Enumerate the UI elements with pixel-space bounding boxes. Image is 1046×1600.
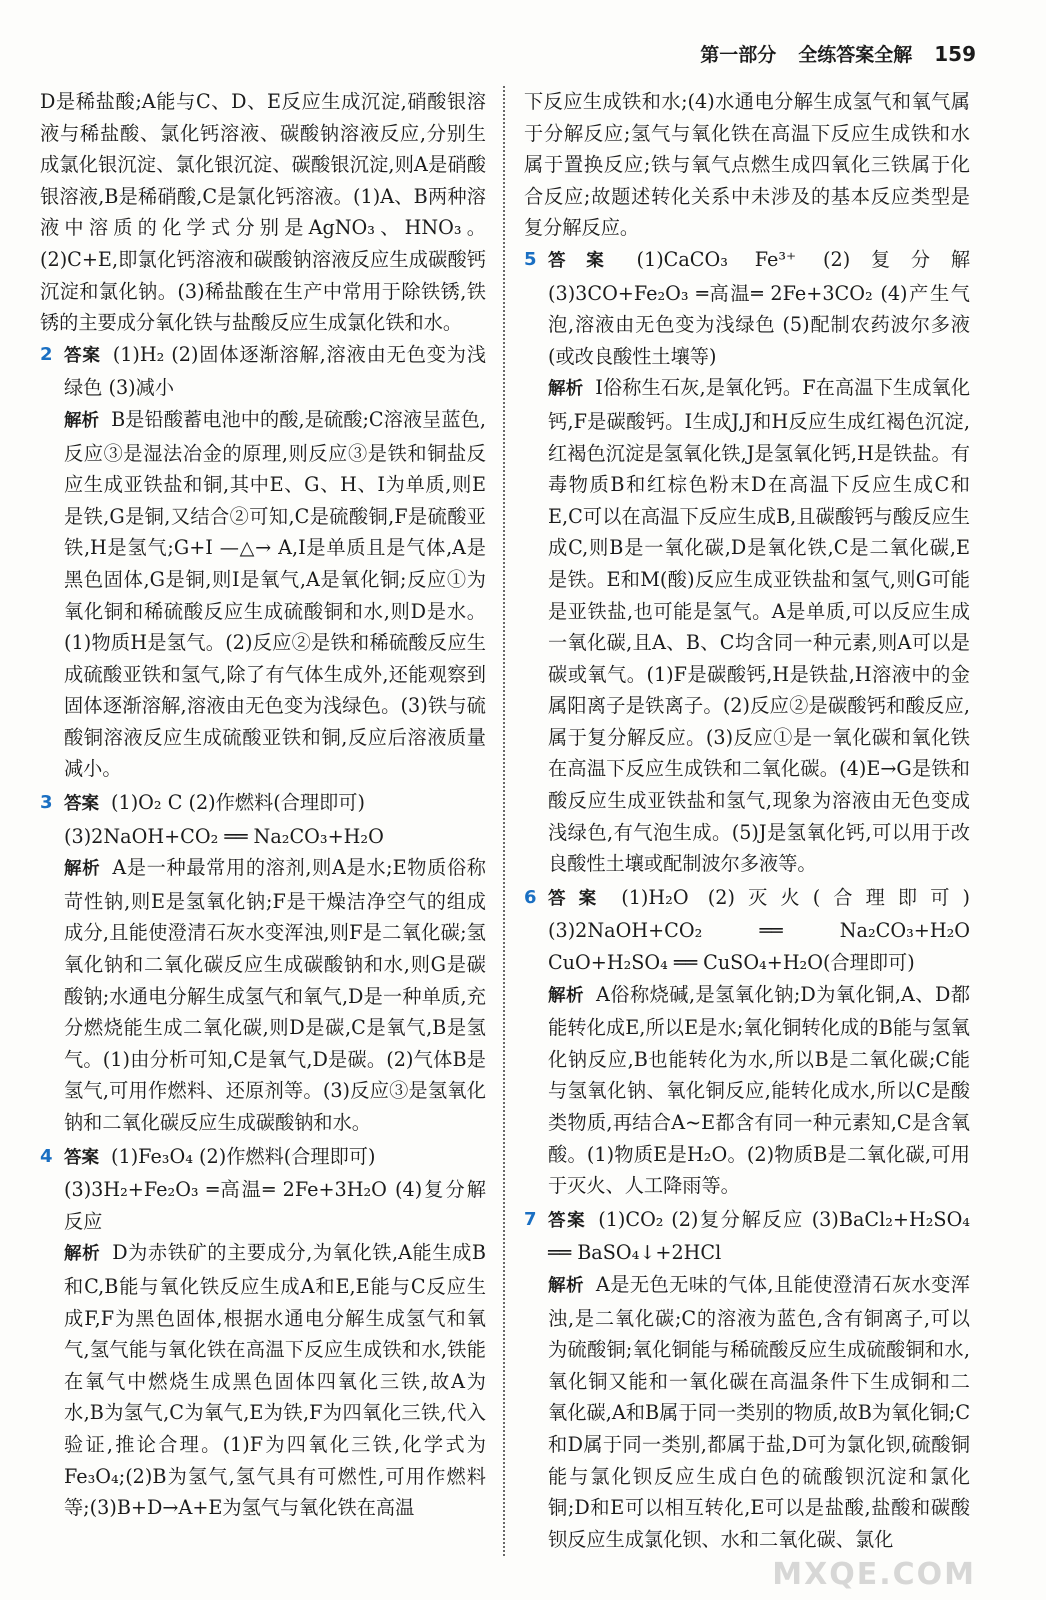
answer-text: (1)CO₂ (2)复分解反应 (3)BaCl₂+H₂SO₄ ══ BaSO₄↓+2HCl <box>548 1207 970 1265</box>
answer-equation: (3)2NaOH+CO₂ ══ Na₂CO₃+H₂O <box>64 824 384 848</box>
answer-item-4 <box>40 1141 486 1524</box>
answer-item-5 <box>524 244 970 880</box>
answer-text: (1)O₂ C (2)作燃料(合理即可) <box>111 791 365 815</box>
answer-text: (1)H₂O (2)灭火(合理即可) (3)2NaOH+CO₂ ══ Na₂CO₃+H₂O CuO+H₂SO₄ ══ CuSO₄+H₂O(合理即可) <box>548 885 970 975</box>
column-divider <box>503 86 505 1556</box>
explanation-label: 解析 <box>64 410 100 431</box>
answer-text: (1)CaCO₃ Fe³⁺ (2)复分解 (3)3CO+Fe₂O₃ ═高温═ 2Fe+3CO₂ (4)产生气泡,溶液由无色变为浅绿色 (5)配制农药波尔多液(或改良酸性土壤等) <box>548 247 971 368</box>
item-number: 5 <box>524 248 537 270</box>
explanation-label: 解析 <box>64 859 101 880</box>
answer-label: 答案 <box>64 1147 99 1168</box>
explanation-label: 解析 <box>548 1275 584 1296</box>
explanation-text: A是一种最常用的溶剂,则A是水;E物质俗称苛性钠,则E是氢氧化钠;F是干燥洁净空气的组成成分,且能使澄清石灰水变浑浊,则F是二氧化碳;氢氧化钠和二氧化碳反应生成碳酸钠和水,则G是碳酸钠;水通电分解生成氢气和氧气,D是一种单质,充分燃烧能生成二氧化碳,则D是碳,C是氧气,B是氢气。(1)由分析可知,C是氧气,D是碳。(2)气体B是氢气,可用作燃料、还原剂等。(3)反应③是氢氧化钠和二氧化碳反应生成碳酸钠和水。 <box>64 856 486 1134</box>
header-part: 第一部分 <box>700 44 777 66</box>
item-number: 3 <box>40 792 53 814</box>
item-number: 6 <box>524 886 537 908</box>
explanation-text: I俗称生石灰,是氧化钙。F在高温下生成氧化钙,F是碳酸钙。I生成J,J和H反应生成红褐色沉淀,红褐色沉淀是氢氧化铁,J是氢氧化钙,H是铁盐。有毒物质B和红棕色粉末D在高温下反应生成C和E,C可以在高温下反应生成B,且碳酸钙与酸反应生成C,则B是一氧化碳,D是氧化铁,C是二氧化碳,E是铁。E和M(酸)反应生成亚铁盐和氢气,则G可能是亚铁盐,也可能是氢气。A是单质,可以反应生成一氧化碳,且A、B、C均含同一种元素,则A可以是碳或氧气。(1)F是碳酸钙,H是铁盐,H溶液中的金属阳离子是铁离子。(2)反应②是碳酸钙和酸反应,属于复分解反应。(3)反应①是一氧化碳和氧化铁在高温下反应生成铁和二氧化碳。(4)E→G是铁和酸反应生成亚铁盐和氢气,现象为溶液由无色变成浅绿色,有气泡生成。(5)J是氢氧化钙,可以用于改良酸性土壤或配制波尔多液等。 <box>548 376 971 876</box>
item-number: 7 <box>524 1208 537 1230</box>
answer-item-2 <box>40 339 486 785</box>
answer-label: 答案 <box>64 345 101 366</box>
explanation-label: 解析 <box>548 985 584 1006</box>
explanation-text: A俗称烧碱,是氢氧化钠;D为氧化铜,A、D都能转化成E,所以E是水;氧化铜转化成的B能与氢氧化钠反应,B也能转化为水,所以B是二氧化碳;C能与氢氧化钠、氧化铜反应,能转化成水,所以C是酸类物质,再结合A~E都含有同一种元素知,C是含氧酸。(1)物质E是H₂O。(2)物质B是二氧化碳,可用于灭火、人工降雨等。 <box>548 982 970 1198</box>
answer-label: 答案 <box>548 250 625 271</box>
answer-text: (1)H₂ (2)固体逐渐溶解,溶液由无色变为浅绿色 (3)减小 <box>64 342 487 400</box>
answer-label: 答案 <box>548 1210 587 1231</box>
explanation-text: B是铅酸蓄电池中的酸,是硫酸;C溶液呈蓝色,反应③是湿法冶金的原理,则反应③是铁和铜盐反应生成亚铁盐和铜,其中E、G、H、I为单质,则E是铁,G是铜,又结合②可知,C是硫酸铜,F是硫酸亚铁,H是氢气;G+I —△→ A,I是单质且是气体,A是黑色固体,G是铜,则I是氧气,A是氧化铜;反应①为氧化铜和稀硫酸反应生成硫酸铜和水,则D是水。(1)物质H是氢气。(2)反应②是铁和稀硫酸反应生成硫酸亚铁和氢气,除了有气体生成外,还能观察到固体逐渐溶解,溶液由无色变为浅绿色。(3)铁与硫酸铜溶液反应生成硫酸亚铁和铜,反应后溶液质量减小。 <box>64 407 486 781</box>
answer-item-6 <box>524 882 970 1202</box>
continuation-text: 下反应生成铁和水;(4)水通电分解生成氢气和氧气属于分解反应;氢气与氧化铁在高温下反应生成铁和水属于置换反应;铁与氧气点燃生成四氧化三铁属于化合反应;故题述转化关系中未涉及的基本反应类型是复分解反应。 <box>524 90 970 240</box>
item-number: 4 <box>40 1145 53 1167</box>
answer-label: 答案 <box>548 888 610 909</box>
left-column <box>40 86 486 1526</box>
answer-item-3 <box>40 787 486 1139</box>
watermark-logo: MXQE.COM <box>772 1557 976 1592</box>
explanation-text: A是无色无味的气体,且能使澄清石灰水变浑浊,是二氧化碳;C的溶液为蓝色,含有铜离子,可以为硫酸铜;氧化铜能与稀硫酸反应生成硫酸铜和水,氧化铜又能和一氧化碳在高温条件下生成铜和二氧化碳,A和B属于同一类别的物质,故B为氧化铜;C和D属于同一类别,都属于盐,D可为氯化钡,硫酸铜能与氯化钡反应生成白色的硫酸钡沉淀和氯化铜;D和E可以相互转化,E可以是盐酸,盐酸和碳酸钡反应生成氯化钡、水和二氧化碳、氯化 <box>548 1272 970 1551</box>
page-header <box>700 40 976 67</box>
header-section: 全练答案全解 <box>798 44 913 66</box>
explanation-text: D为赤铁矿的主要成分,为氧化铁,A能生成B和C,B能与氧化铁反应生成A和E,E能与C反应生成F,F为黑色固体,根据水通电分解生成氢气和氧气,氢气能与氧化铁在高温下反应生成铁和水,铁能在氧气中燃烧生成黑色固体四氧化三铁,故A为水,B为氢气,C为氧气,E为铁,F为四氧化三铁,代入验证,推论合理。(1)F为四氧化三铁,化学式为Fe₃O₄;(2)B为氢气,氢气具有可燃性,可用作燃料等;(3)B+D→A+E为氢气与氧化铁在高温 <box>64 1241 486 1520</box>
item-number: 2 <box>40 343 53 365</box>
answer-label: 答案 <box>64 794 99 815</box>
continuation-text: D是稀盐酸;A能与C、D、E反应生成沉淀,硝酸银溶液与稀盐酸、氯化钙溶液、碳酸钠溶液反应,分别生成氯化银沉淀、氯化银沉淀、碳酸银沉淀,则A是硝酸银溶液,B是稀硝酸,C是氯化钙溶液。(1)A、B两种溶液中溶质的化学式分别是AgNO₃、HNO₃。(2)C+E,即氯化钙溶液和碳酸钠溶液反应生成碳酸钙沉淀和氯化钠。(3)稀盐酸在生产中常用于除铁锈,铁锈的主要成分氧化铁与盐酸反应生成氯化铁和水。 <box>40 90 486 335</box>
answer-equation: (3)3H₂+Fe₂O₃ ═高温═ 2Fe+3H₂O (4)复分解反应 <box>64 1178 486 1233</box>
right-column <box>524 86 970 1557</box>
answer-text: (1)Fe₃O₄ (2)作燃料(合理即可) <box>111 1144 376 1168</box>
explanation-label: 解析 <box>64 1244 101 1265</box>
explanation-label: 解析 <box>548 379 584 400</box>
page-number: 159 <box>934 42 976 66</box>
answer-item-7 <box>524 1204 970 1556</box>
